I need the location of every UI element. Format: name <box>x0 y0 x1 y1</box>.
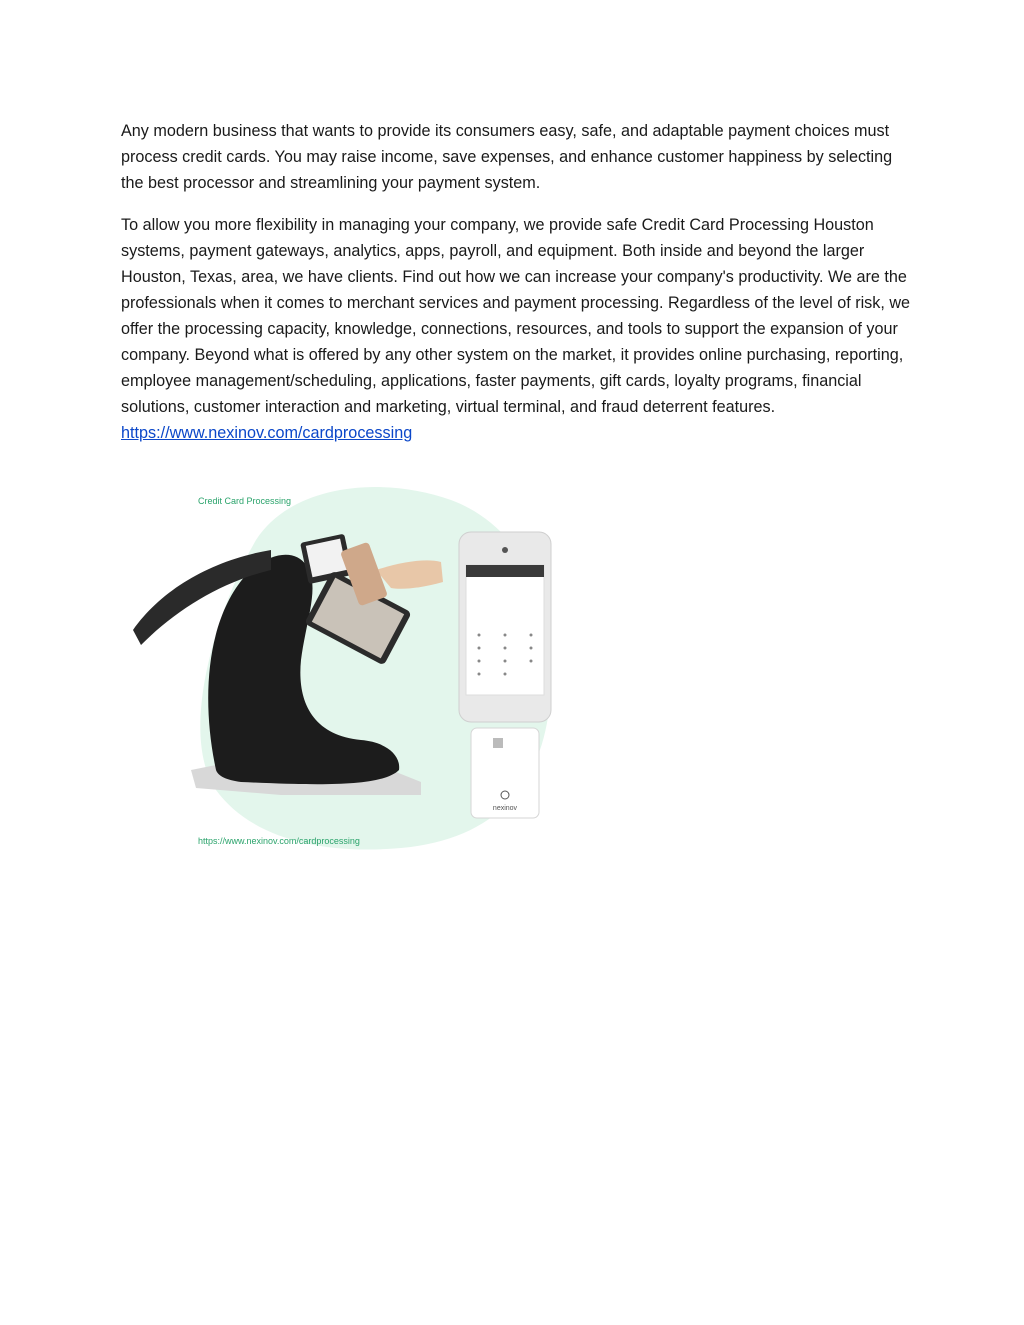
paragraph-intro: Any modern business that wants to provide its consumers easy, safe, and adaptable payment choices must process credit cards. You may raise income, save expenses, and enhance customer happiness by selecting the best processor and streamlining your payment system. <box>121 122 893 192</box>
product-illustration <box>121 470 581 860</box>
paragraph-services <box>121 212 911 446</box>
figure-caption-url: https://www.nexinov.com/cardprocessing <box>198 836 360 846</box>
card-reader-brand: nexinov <box>492 805 518 812</box>
paragraph-services-text: To allow you more flexibility in managing your company, we provide safe Credit Card Processing Houston systems, payment gateways, analytics, apps, payroll, and equipment. Both inside and beyond the larger Houston, Texas, area, we have clients. Find out how we can increase your company's productivity. We are the professionals when it comes to merchant services and payment processing. Regardless of the level of risk, we offer the processing capacity, knowledge, connections, resources, and tools to support the expansion of your company. Beyond what is offered by any other system on the market, it provides online purchasing, reporting, employee management/scheduling, applications, faster payments, gift cards, loyalty programs, financial solutions, customer interaction and marketing, virtual terminal, and fraud deterrent features. <box>121 216 911 416</box>
card-processing-link[interactable]: https://www.nexinov.com/cardprocessing <box>121 424 413 442</box>
figure-caption-top: Credit Card Processing <box>198 496 292 506</box>
